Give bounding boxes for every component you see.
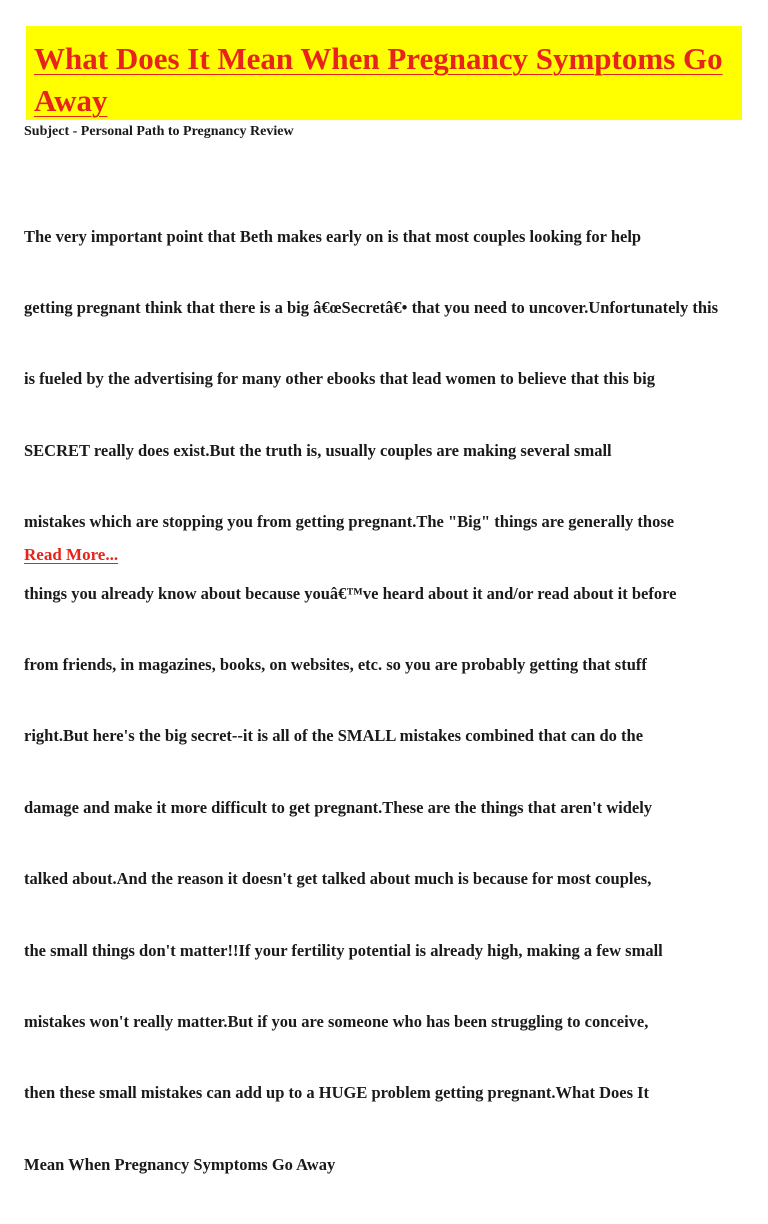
article-body (24, 177, 718, 1224)
page-title[interactable]: What Does It Mean When Pregnancy Symptoms Go Away (34, 41, 723, 118)
body-line: damage and make it more difficult to get pregnant.These are the things that aren't widely (24, 797, 653, 817)
body-line: right.But here's the big secret--it is all of the SMALL mistakes combined that can do the (24, 726, 644, 746)
body-line: the small things don't matter!!If your fertility potential is already high, making a few small (24, 940, 663, 960)
body-line: mistakes won't really matter.But if you are someone who has been struggling to conceive, (24, 1011, 649, 1031)
body-line: SECRET really does exist.But the truth is, usually couples are making several small (24, 440, 612, 460)
body-line: mistakes which are stopping you from getting pregnant.The "Big" things are generally those (24, 512, 675, 532)
body-line: from friends, in magazines, books, on websites, etc. so you are probably getting that stuff (24, 654, 647, 674)
body-line: talked about.And the reason it doesn't get talked about much is because for most couples, (24, 869, 652, 889)
body-line: then these small mistakes can add up to a HUGE problem getting pregnant.What Does It (24, 1083, 650, 1103)
body-line: The very important point that Beth makes early on is that most couples looking for help (24, 226, 642, 246)
body-line: getting pregnant think that there is a big â€œSecretâ€• that you need to uncover.Unfortunately this (24, 297, 719, 317)
body-line: things you already know about because youâ€™ve heard about it and/or read about it before (24, 583, 677, 603)
read-more-link[interactable]: Read More... (24, 545, 119, 564)
body-line: Mean When Pregnancy Symptoms Go Away (24, 1154, 336, 1174)
body-line: is fueled by the advertising for many other ebooks that lead women to believe that this big (24, 369, 655, 389)
title-banner (26, 26, 742, 120)
subject-line: Subject - Personal Path to Pregnancy Review (24, 124, 294, 139)
